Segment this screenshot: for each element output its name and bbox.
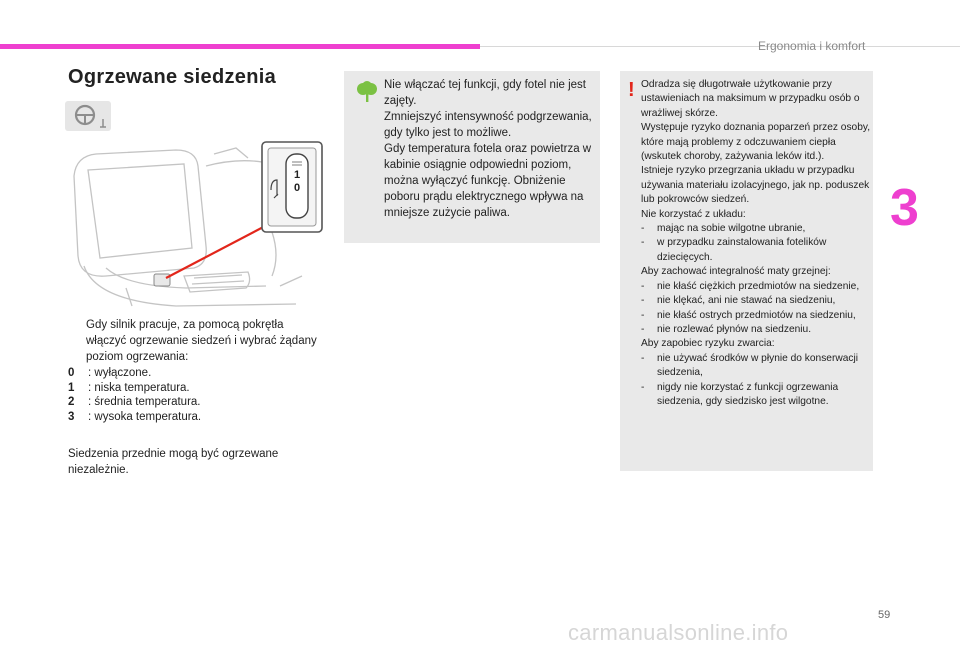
knob-label-1: 1 — [293, 169, 301, 181]
warning-paragraph: Aby zapobiec ryzyku zwarcia: — [641, 338, 775, 350]
warning-paragraph: Aby zachować integralność maty grzejnej: — [641, 266, 831, 278]
warning-list-item: - mając na sobie wilgotne ubranie, — [641, 222, 871, 236]
eco-line: Zmniejszyć intensywność podgrzewania, gdy tylko jest to możliwe. — [384, 111, 592, 139]
list-dash: - — [641, 280, 645, 292]
level-text: : średnia temperatura. — [88, 396, 201, 408]
list-dash: - — [641, 352, 645, 364]
chapter-number: 3 — [890, 179, 919, 237]
warning-paragraph: Istnieje ryzyko przegrzania układu w przypadku używania materiału izolacyjnego, jak np. poduszek lub pokrowców siedzeń. — [641, 165, 870, 206]
warning-list-item: - nie klękać, ani nie stawać na siedzeniu, — [641, 294, 871, 308]
page-title: Ogrzewane siedzenia — [68, 66, 276, 88]
level-list — [68, 366, 201, 424]
level-item — [68, 395, 201, 410]
level-key: 0 — [68, 367, 75, 379]
warning-list-item: - nie kłaść ciężkich przedmiotów na siedzenie, — [641, 280, 871, 294]
warning-list-item: - nie rozlewać płynów na siedzeniu. — [641, 323, 871, 337]
level-key: 3 — [68, 410, 75, 423]
level-text: : wyłączone. — [88, 367, 152, 379]
watermark: carmanualsonline.info — [568, 620, 789, 645]
level-key: 1 — [68, 381, 75, 394]
eco-tip-text — [384, 77, 596, 221]
bullet-arrow-icon — [68, 317, 86, 365]
list-dash: - — [641, 223, 645, 235]
knob-label-0: 0 — [293, 182, 301, 194]
seat-illustration — [66, 136, 328, 310]
steering-wheel-icon — [65, 101, 111, 131]
warning-paragraph: Odradza się długotrwałe użytkowanie przy ustawieniach na maksimum w przypadku osób o wrażliwej skórze. — [641, 79, 860, 119]
warning-list-item: - nie kłaść ostrych przedmiotów na siedzeniu, — [641, 309, 871, 323]
warning-list-item: - nigdy nie korzystać z funkcji ogrzewania siedzenia, gdy siedzisko jest wilgotne. — [641, 381, 871, 410]
independent-note: Siedzenia przednie mogą być ogrzewane niezależnie. — [68, 448, 279, 476]
level-item — [68, 381, 201, 396]
warning-text — [641, 78, 871, 409]
warning-paragraph: Nie korzystać z układu: — [641, 208, 746, 220]
warning-list-item: - nie używać środków w płynie do konserwacji siedzenia, — [641, 352, 871, 381]
level-text: : wysoka temperatura. — [88, 410, 202, 423]
header-accent-bar — [0, 44, 480, 49]
warning-paragraph: Występuje ryzyko doznania poparzeń przez osoby, które mają problemy z odczuwaniem ciepła (wskutek choroby, zażywania leków itd.). — [641, 122, 871, 163]
list-dash: - — [641, 237, 645, 249]
level-key: 2 — [68, 396, 75, 408]
header-rule — [480, 46, 960, 47]
list-dash: - — [641, 381, 645, 393]
warning-box — [620, 71, 873, 471]
eco-line: Gdy temperatura fotela oraz powietrza w kabinie osiągnie odpowiedni poziom, można wyłączyć funkcję. Obniżenie poboru prądu elektrycznego wpływa na mniejsze zużycie paliwa. — [384, 143, 592, 219]
eco-line: Nie włączać tej funkcji, gdy fotel nie jest zajęty. — [384, 79, 586, 107]
level-text: : niska temperatura. — [88, 381, 190, 394]
warning-list-item: - w przypadku zainstalowania fotelików dziecięcych. — [641, 236, 871, 265]
instruction-text: Gdy silnik pracuje, za pomocą pokrętła włączyć ogrzewanie siedzeń i wybrać żądany poziom ogrzewania: — [86, 319, 317, 363]
warning-icon: ! — [628, 79, 635, 101]
eco-tree-icon — [356, 81, 378, 103]
list-dash: - — [641, 323, 645, 335]
level-item — [68, 410, 201, 425]
instruction-bullet — [68, 317, 318, 365]
level-item — [68, 366, 201, 381]
section-title: Ergonomia i komfort — [758, 39, 866, 53]
page-number: 59 — [878, 609, 891, 621]
list-dash: - — [641, 309, 645, 321]
eco-tip-box — [344, 71, 600, 243]
list-dash: - — [641, 295, 645, 307]
